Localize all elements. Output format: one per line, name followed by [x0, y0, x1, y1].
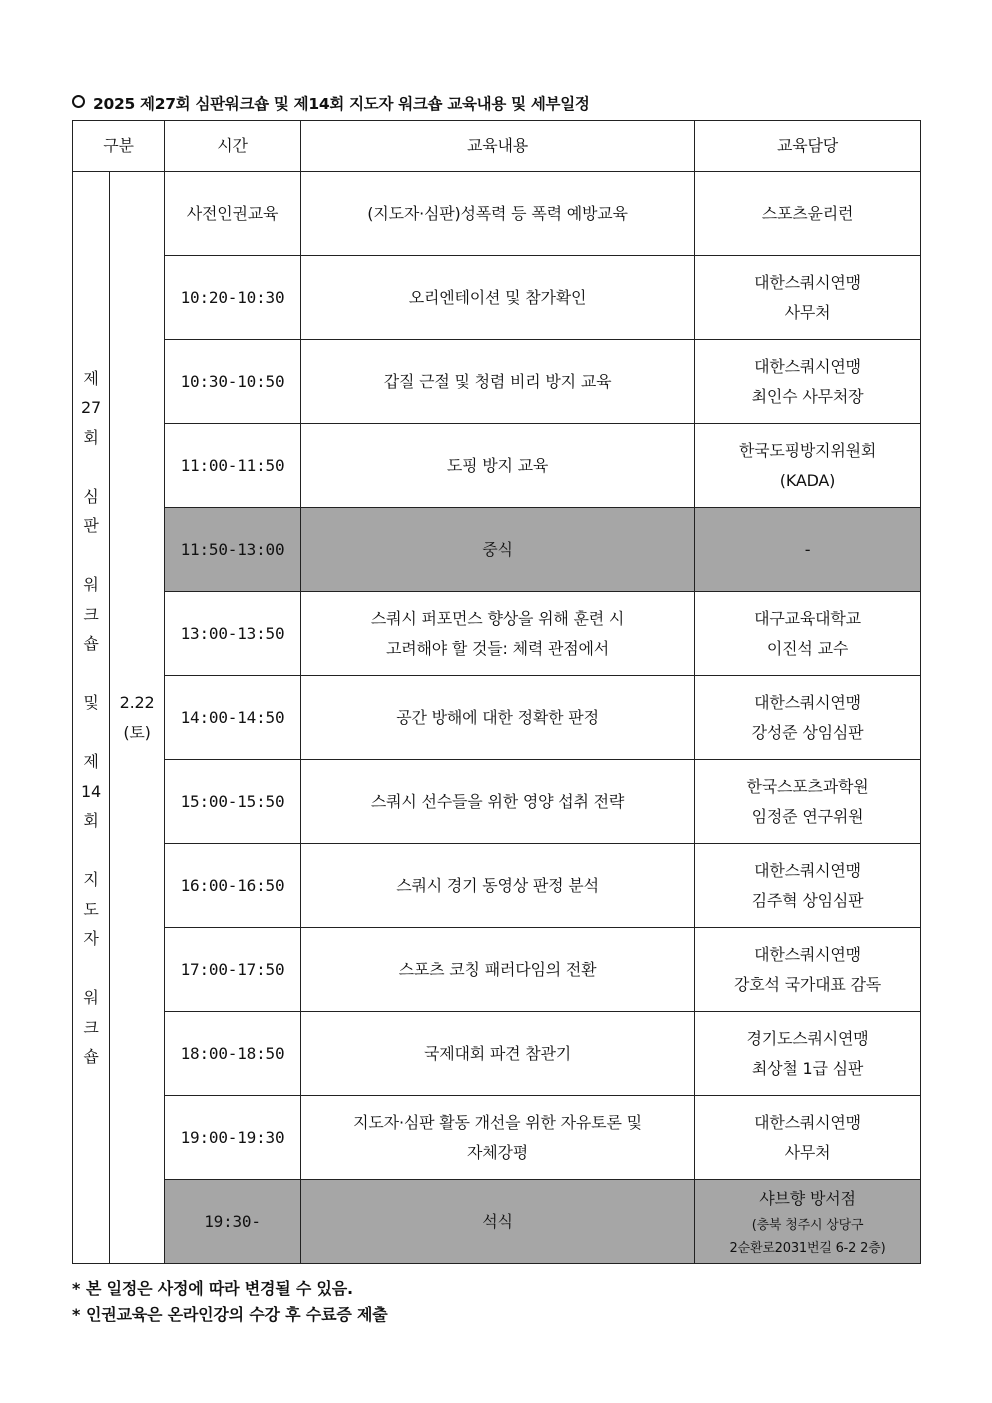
instructor-line: 김주혁 상임심판: [751, 890, 864, 910]
instructor-line: 사무처: [784, 1142, 831, 1162]
instructor-line: 대한스쿼시연맹: [754, 692, 861, 712]
schedule-body: [73, 172, 921, 1264]
table-row: [73, 1096, 921, 1180]
category-label-part: 회: [83, 811, 99, 830]
category-label-part: 제: [83, 368, 99, 388]
document-title-text: 2025 제27회 심판워크숍 및 제14회 지도자 워크숍 교육내용 및 세부일정: [93, 95, 590, 113]
document-title: [72, 92, 590, 114]
instructor-cell: [695, 340, 921, 424]
table-row: [73, 844, 921, 928]
table-row: [73, 172, 921, 256]
content-line: 고려해야 할 것들: 체력 관점에서: [385, 638, 610, 658]
content-line: 중식: [482, 539, 513, 559]
content-line: 국제대회 파견 참관기: [423, 1043, 572, 1063]
instructor-line: 강성준 상임심판: [751, 722, 864, 742]
instructor-line: 임정준 연구위원: [751, 806, 864, 826]
content-cell: [301, 1012, 695, 1096]
header-content: 교육내용: [301, 121, 695, 172]
table-row: [73, 676, 921, 760]
content-line: 공간 방해에 대한 정확한 판정: [396, 707, 599, 727]
instructor-line: (충북 청주시 상당구: [751, 1217, 864, 1233]
table-row: [73, 508, 921, 592]
category-label-part: [81, 452, 101, 482]
instructor-cell: [695, 1180, 921, 1264]
instructor-line: 최인수 사무처장: [751, 386, 864, 406]
instructor-cell: [695, 928, 921, 1012]
time-cell: 사전인권교육: [165, 172, 301, 256]
content-line: 스쿼시 경기 동영상 판정 분석: [396, 875, 599, 895]
instructor-line: 이진석 교수: [766, 638, 849, 658]
table-header-row: [73, 121, 921, 172]
instructor-line: 대한스쿼시연맹: [754, 272, 861, 292]
content-line: 오리엔테이션 및 참가확인: [408, 287, 587, 307]
content-line: 자체강평: [467, 1142, 529, 1162]
category-label-part: 14: [81, 781, 101, 801]
header-time: 시간: [165, 121, 301, 172]
instructor-cell: [695, 172, 921, 256]
time-cell: 11:50-13:00: [165, 508, 301, 592]
content-line: 지도자·심판 활동 개선을 위한 자유토론 및: [353, 1112, 642, 1132]
instructor-line: 한국스포츠과학원: [746, 776, 869, 796]
content-cell: [301, 928, 695, 1012]
note-text: 인권교육은 온라인강의 수강 후 수료증 제출: [86, 1305, 388, 1324]
category-label-part: 제: [83, 752, 99, 771]
category-label-part: 판: [83, 516, 99, 535]
table-row: [73, 592, 921, 676]
category-label-part: 회: [83, 427, 99, 447]
instructor-cell: [695, 1012, 921, 1096]
category-label-part: 자: [83, 929, 99, 948]
time-cell: 18:00-18:50: [165, 1012, 301, 1096]
instructor-line: 경기도스쿼시연맹: [746, 1028, 869, 1048]
date-weekday: (토): [123, 722, 151, 742]
content-line: 석식: [482, 1211, 513, 1231]
note-marker: *: [72, 1279, 81, 1298]
time-cell: 11:00-11:50: [165, 424, 301, 508]
time-cell: 13:00-13:50: [165, 592, 301, 676]
category-label-part: [81, 718, 101, 748]
table-row: [73, 424, 921, 508]
instructor-line: 대한스쿼시연맹: [754, 944, 861, 964]
instructor-cell: [695, 424, 921, 508]
category-label-part: 숍: [83, 1047, 99, 1066]
instructor-line: 대구교육대학교: [754, 608, 861, 628]
table-row: [73, 1012, 921, 1096]
content-cell: [301, 340, 695, 424]
instructor-line: 사무처: [784, 302, 831, 322]
table-row: [73, 256, 921, 340]
date-day: 2.22: [119, 692, 155, 712]
instructor-line: -: [804, 539, 811, 559]
instructor-line: 샤브향 방서점: [759, 1188, 856, 1208]
category-label-part: 지: [83, 870, 99, 889]
table-row: [73, 928, 921, 1012]
content-cell: [301, 592, 695, 676]
instructor-cell: [695, 1096, 921, 1180]
category-label-part: 심: [83, 486, 99, 506]
content-cell: [301, 424, 695, 508]
category-label-part: [81, 954, 101, 984]
content-cell: [301, 508, 695, 592]
instructor-line: 강호석 국가대표 감독: [733, 974, 882, 994]
content-line: 스포츠 코칭 패러다임의 전환: [398, 959, 597, 979]
instructor-cell: [695, 508, 921, 592]
time-cell: 19:30-: [165, 1180, 301, 1264]
instructor-cell: [695, 844, 921, 928]
content-line: (지도자·심판)성폭력 등 폭력 예방교육: [367, 203, 628, 223]
note-item: [72, 1276, 387, 1302]
table-row: [73, 340, 921, 424]
time-cell: 10:20-10:30: [165, 256, 301, 340]
content-cell: [301, 676, 695, 760]
note-marker: *: [72, 1305, 81, 1324]
circle-bullet-icon: [72, 95, 85, 108]
instructor-line: 2순환로2031번길 6-2 2층): [729, 1240, 886, 1256]
instructor-line: (KADA): [779, 470, 836, 490]
category-label-part: 워: [83, 575, 99, 594]
time-cell: 19:00-19:30: [165, 1096, 301, 1180]
header-category: 구분: [73, 121, 165, 172]
category-label-part: 27: [81, 398, 101, 417]
instructor-cell: [695, 592, 921, 676]
content-line: 스쿼시 선수들을 위한 영양 섭취 전략: [370, 791, 625, 811]
date-cell: [110, 172, 165, 1264]
category-label-part: 숍: [83, 634, 99, 653]
category-cell: [73, 172, 110, 1264]
category-label-part: [81, 659, 101, 689]
content-line: 갑질 근절 및 청렴 비리 방지 교육: [383, 371, 612, 391]
content-cell: [301, 844, 695, 928]
notes: [72, 1276, 387, 1328]
time-cell: 16:00-16:50: [165, 844, 301, 928]
schedule-table: [72, 120, 921, 1264]
time-cell: 17:00-17:50: [165, 928, 301, 1012]
instructor-cell: [695, 256, 921, 340]
category-label-part: 및: [83, 693, 99, 712]
content-cell: [301, 760, 695, 844]
content-line: 스쿼시 퍼포먼스 향상을 위해 훈련 시: [370, 608, 625, 628]
category-label-part: 워: [83, 988, 99, 1007]
content-line: 도핑 방지 교육: [446, 455, 549, 475]
table-row: [73, 760, 921, 844]
content-cell: [301, 1096, 695, 1180]
instructor-line: 대한스쿼시연맹: [754, 1112, 861, 1132]
instructor-cell: [695, 676, 921, 760]
content-cell: [301, 256, 695, 340]
instructor-line: 최상철 1급 심판: [751, 1058, 864, 1078]
instructor-line: 스포츠윤리런: [761, 203, 854, 223]
content-cell: [301, 172, 695, 256]
category-label-part: 도: [83, 899, 99, 919]
note-text: 본 일정은 사정에 따라 변경될 수 있음.: [86, 1279, 353, 1298]
instructor-line: 대한스쿼시연맹: [754, 860, 861, 880]
header-instructor: 교육담당: [695, 121, 921, 172]
instructor-line: 한국도핑방지위원회: [738, 440, 877, 460]
content-cell: [301, 1180, 695, 1264]
instructor-cell: [695, 760, 921, 844]
category-label-part: [81, 836, 101, 866]
category-label-part: [81, 541, 101, 571]
category-label: [81, 364, 101, 1072]
category-label-part: 크: [83, 604, 99, 624]
time-cell: 14:00-14:50: [165, 676, 301, 760]
table-row: [73, 1180, 921, 1264]
note-item: [72, 1302, 387, 1328]
time-cell: 15:00-15:50: [165, 760, 301, 844]
instructor-line: 대한스쿼시연맹: [754, 356, 861, 376]
time-cell: 10:30-10:50: [165, 340, 301, 424]
category-label-part: 크: [83, 1017, 99, 1037]
